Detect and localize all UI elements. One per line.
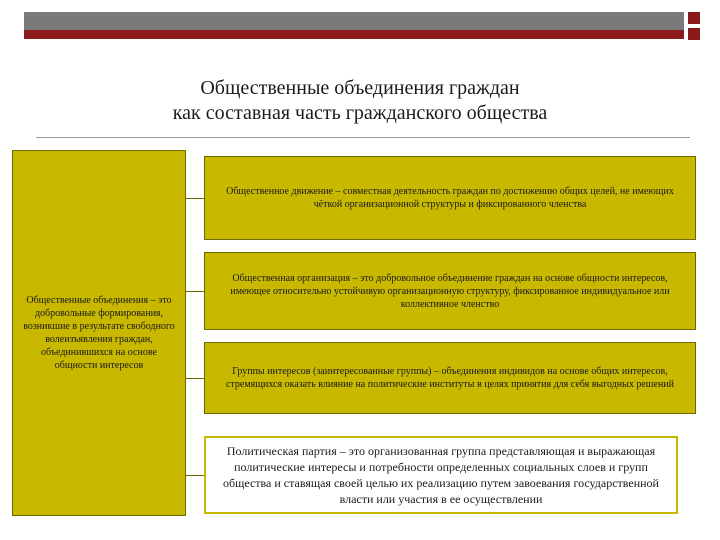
header-bar-red	[24, 30, 684, 39]
political-party-text: Политическая партия – это организованная группа представляющая и выражающая политические интересы и потребности определенных социальных слоев и групп общества и ставящая своей целью их реализацию путем завоевания государственной власти или участия в ее осуществлении	[223, 444, 659, 506]
public-organization-text: Общественная организация – это добровольное объединение граждан на основе общности интересов, имеющее относительно устойчивую организационную структуру, фиксированное индивидуальное или коллективное членство	[230, 272, 670, 310]
header-bar-gray	[24, 12, 684, 30]
corner-square-top	[688, 12, 700, 24]
social-movement-text: Общественное движение – совместная деятельность граждан по достижению общих целей, не имеющих чёткой организационной структуры и фиксированного членства	[226, 186, 674, 210]
connector-line	[186, 378, 204, 379]
political-party-box	[204, 436, 678, 514]
interest-groups-box	[204, 342, 696, 414]
connector-line	[186, 475, 204, 476]
corner-square-bottom	[688, 28, 700, 40]
connector-line	[186, 198, 204, 199]
public-organization-box	[204, 252, 696, 330]
social-movement-box	[204, 156, 696, 240]
definition-text: Общественные объединения – это добровольные формирования, возникшие в результате свободного волеизъявления граждан, объединившихся на основе общности интересов	[23, 295, 175, 371]
title-divider	[36, 137, 690, 138]
connector-line	[186, 291, 204, 292]
slide-title	[60, 76, 660, 126]
slide-title-line2: как составная часть гражданского общества	[172, 102, 548, 124]
slide-title-line1: Общественные объединения граждан	[200, 77, 520, 99]
interest-groups-text: Группы интересов (заинтересованные группы) – объединения индивидов на основе общих интересов, стремящихся оказать влияние на политические институты в целях принятия для себя выгодных решений	[225, 366, 675, 390]
definition-box	[12, 150, 186, 516]
